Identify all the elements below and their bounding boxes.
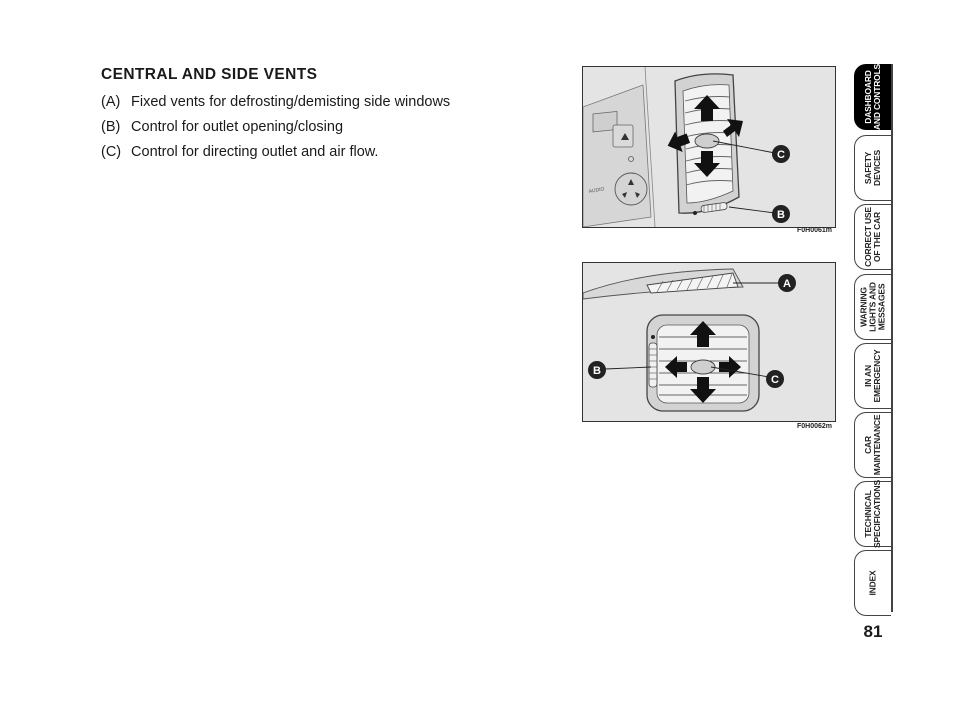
tab-label: CORRECT USE OF THE CAR	[863, 207, 882, 267]
tab-label: TECHNICAL SPECIFICATIONS	[863, 480, 882, 548]
tab-warning-lights-and-messages[interactable]	[854, 274, 891, 340]
tab-in-an-emergency[interactable]	[854, 343, 891, 409]
tab-technical-specifications[interactable]	[854, 481, 891, 547]
item-text: Control for directing outlet and air flow.	[131, 144, 379, 160]
callout-c-label: C	[777, 149, 785, 161]
tab-label: DASHBOARD AND CONTROLS	[863, 63, 882, 131]
list-item	[101, 90, 561, 115]
tab-label: SAFETY DEVICES	[863, 150, 882, 186]
list-item	[101, 115, 561, 140]
callout-b-label: B	[777, 209, 785, 221]
audio-label: AUDIO	[588, 186, 605, 195]
tab-car-maintenance[interactable]	[854, 412, 891, 478]
item-label: (C)	[101, 144, 122, 160]
central-vent-drawing	[583, 67, 835, 227]
tab-label: CAR MAINTENANCE	[863, 414, 882, 476]
tab-label: IN AN EMERGENCY	[863, 349, 882, 403]
side-vent-drawing	[583, 263, 835, 421]
tab-label: WARNING LIGHTS AND MESSAGES	[858, 282, 887, 332]
tab-correct-use-of-the-car[interactable]	[854, 204, 891, 270]
tab-label: INDEX	[867, 570, 878, 596]
item-label: (A)	[101, 94, 121, 110]
tab-dashboard-and-controls[interactable]	[854, 64, 891, 130]
tab-rule	[891, 64, 893, 612]
callout-c-label: C	[771, 374, 779, 386]
item-label: (B)	[101, 119, 121, 135]
page-number: 81	[863, 622, 883, 641]
central-vent-illustration	[582, 66, 836, 228]
tab-safety-devices[interactable]	[854, 135, 891, 201]
figure-code: F0H0062m	[797, 423, 833, 430]
tab-index[interactable]	[854, 550, 891, 616]
callout-a-label: A	[783, 278, 791, 290]
section-content	[101, 66, 561, 165]
item-text: Control for outlet opening/closing	[131, 119, 344, 135]
list-item	[101, 140, 561, 165]
section-heading: CENTRAL AND SIDE VENTS	[101, 66, 318, 83]
item-text: Fixed vents for defrosting/demisting side windows	[131, 94, 451, 110]
figure-code: F0H0061m	[797, 227, 833, 234]
side-vent-illustration	[582, 262, 836, 422]
callout-b-label: B	[593, 365, 601, 377]
